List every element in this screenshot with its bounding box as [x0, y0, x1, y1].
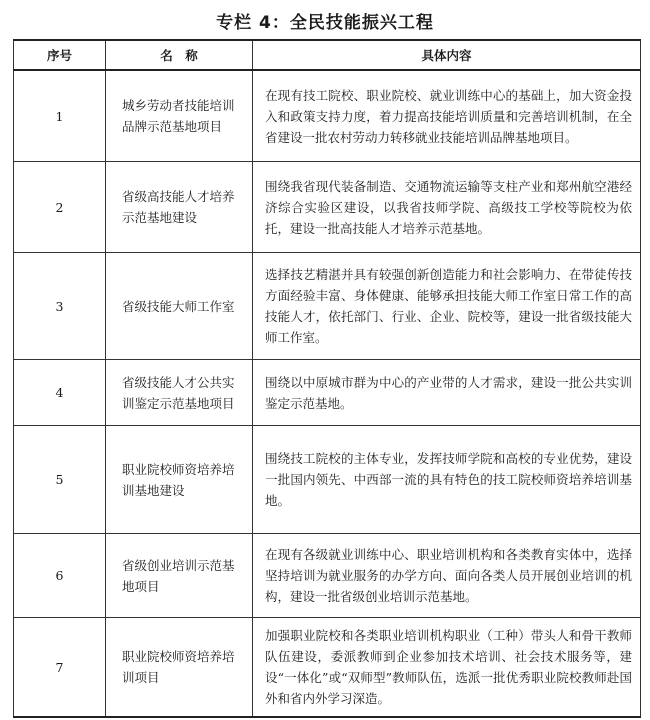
project-name: 省级技能人才公共实训鉴定示范基地项目: [106, 360, 253, 426]
column-header-name: 名 称: [106, 40, 253, 70]
project-content: 围绕技工院校的主体专业，发挥技师学院和高校的专业优势，建设一批国内领先、中西部一流的具有特色的技工院校师资培养培训基地。: [253, 426, 641, 534]
project-name: 省级高技能人才培养示范基地建设: [106, 162, 253, 253]
row-number: 7: [14, 618, 106, 718]
project-name: 省级创业培训示范基地项目: [106, 534, 253, 618]
row-number: 5: [14, 426, 106, 534]
table-row: [14, 70, 641, 162]
project-content: 加强职业院校和各类职业培训机构职业（工种）带头人和骨干教师队伍建设，委派教师到企业参加技术培训、社会技术服务等，建设“一体化”或“双师型”教师队伍，选派一批优秀职业院校教师赴国外和省内外学习深造。: [253, 618, 641, 718]
page-title: 专栏 4：全民技能振兴工程: [216, 13, 434, 33]
project-content: 围绕以中原城市群为中心的产业带的人才需求，建设一批公共实训鉴定示范基地。: [253, 360, 641, 426]
project-content: 选择技艺精湛并具有较强创新创造能力和社会影响力、在带徒传技方面经验丰富、身体健康、能够承担技能大师工作室日常工作的高技能人才，依托部门、行业、企业、院校等，建设一批省级技能大师工作室。: [253, 253, 641, 360]
project-name: 职业院校师资培养培训基地建设: [106, 426, 253, 534]
project-content: 围绕我省现代装备制造、交通物流运输等支柱产业和郑州航空港经济综合实验区建设，以我省技师学院、高级技工学校等院校为依托，建设一批高技能人才培养示范基地。: [253, 162, 641, 253]
project-name: 职业院校师资培养培训项目: [106, 618, 253, 718]
table-row: [14, 618, 641, 718]
project-content: 在现有技工院校、职业院校、就业训练中心的基础上，加大资金投入和政策支持力度，着力提高技能培训质量和完善培训机制，在全省建设一批农村劳动力转移就业技能培训品牌基地项目。: [253, 70, 641, 162]
project-name: 城乡劳动者技能培训品牌示范基地项目: [106, 70, 253, 162]
project-content: 在现有各级就业训练中心、职业培训机构和各类教育实体中，选择坚持培训为就业服务的办学方向、面向各类人员开展创业培训的机构，建设一批省级创业培训示范基地。: [253, 534, 641, 618]
row-number: 1: [14, 70, 106, 162]
project-table: [13, 39, 641, 718]
row-number: 4: [14, 360, 106, 426]
table-row: [14, 360, 641, 426]
column-header-content: 具体内容: [253, 40, 641, 70]
row-number: 6: [14, 534, 106, 618]
project-name: 省级技能大师工作室: [106, 253, 253, 360]
table-header-row: [14, 40, 641, 70]
row-number: 3: [14, 253, 106, 360]
column-header-number: 序号: [14, 40, 106, 70]
table-row: [14, 534, 641, 618]
table-row: [14, 162, 641, 253]
table-row: [14, 253, 641, 360]
row-number: 2: [14, 162, 106, 253]
table-row: [14, 426, 641, 534]
